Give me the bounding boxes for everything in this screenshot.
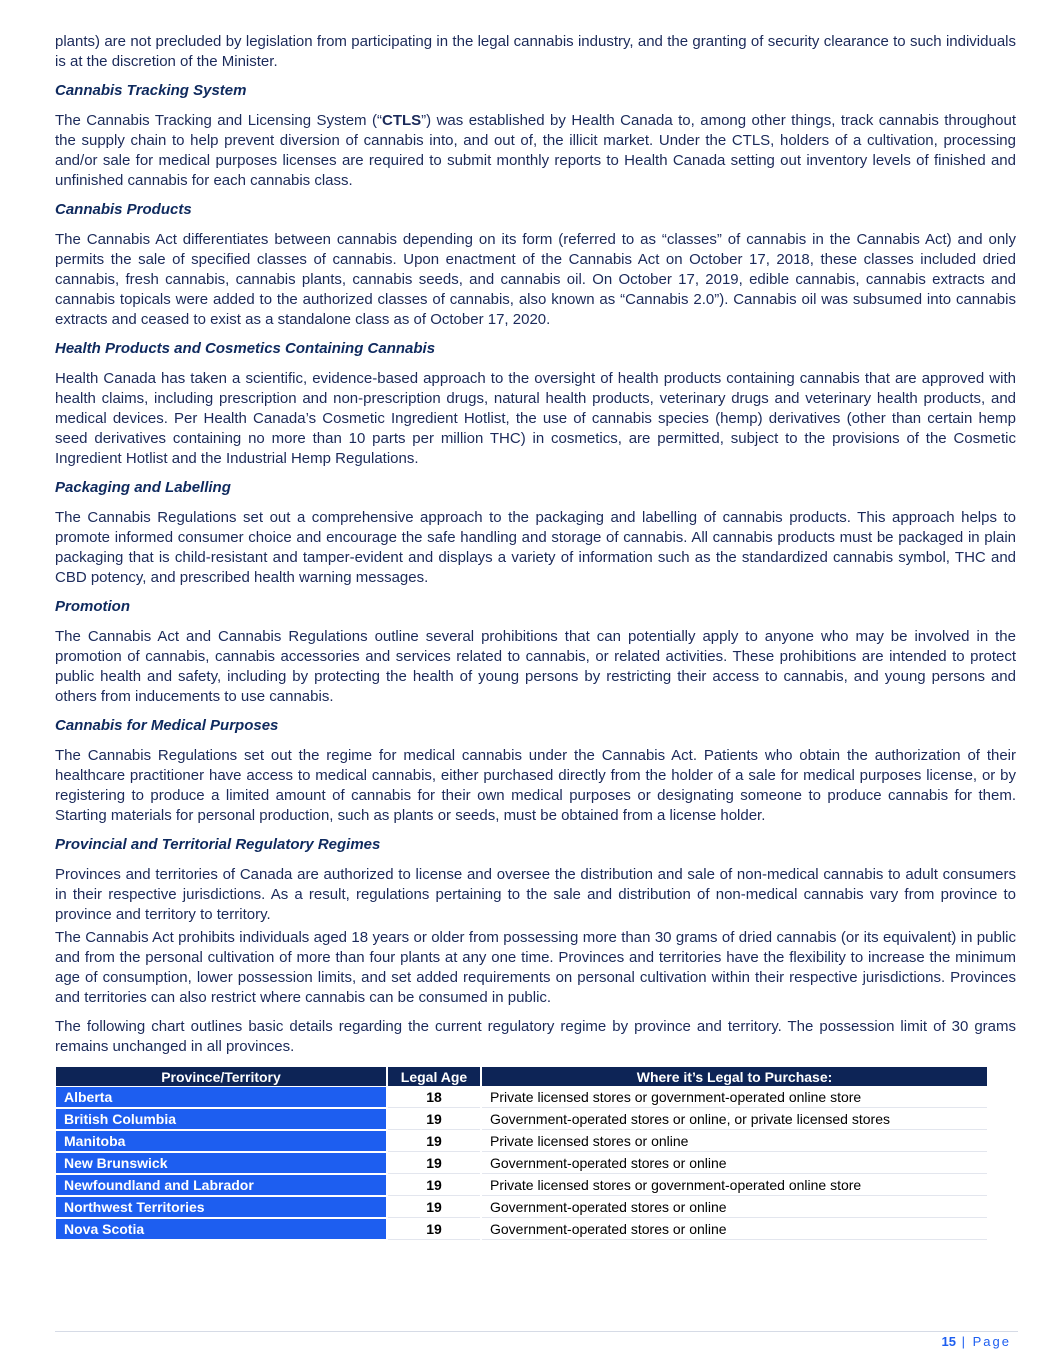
table-row (56, 1197, 987, 1218)
tracking-heading: Cannabis Tracking System (55, 82, 247, 99)
table-row (56, 1153, 987, 1174)
header-where-to-purchase: Where it’s Legal to Purchase: (482, 1067, 987, 1086)
province-cell: Northwest Territories (56, 1197, 386, 1218)
age-cell: 19 (388, 1219, 480, 1240)
age-cell: 18 (388, 1087, 480, 1108)
purchase-cell: Private licensed stores or online (482, 1131, 987, 1152)
products-paragraph: The Cannabis Act differentiates between cannabis depending on its form (referred to as “classes” of cannabis in the Cannabis Act) and only permits the sale of specified classes of cannabis. Upon enactment of the Cannabis Act on October 17, 2018, these classes included dried cannabis, fresh cannabis, cannabis plants, cannabis seeds, and cannabis oil. On October 17, 2019, edible cannabis, cannabis extracts and cannabis topicals were added to the authorized classes of cannabis, also known as “Cannabis 2.0”). Cannabis oil was subsumed into cannabis extracts and ceased to exist as a standalone class as of October 17, 2020. (55, 231, 1016, 328)
age-cell: 19 (388, 1131, 480, 1152)
packaging-paragraph: The Cannabis Regulations set out a comprehensive approach to the packaging and labelling of cannabis products. This approach helps to promote informed consumer choice and encourage the safe handling and storage of cannabis. All cannabis products must be packaged in plain packaging that is child-resistant and tamper-evident and displays a variety of information such as the standardized cannabis symbol, THC and CBD potency, and prescribed health warning messages. (55, 509, 1016, 586)
province-cell: Alberta (56, 1087, 386, 1108)
health-heading: Health Products and Cosmetics Containing Cannabis (55, 340, 436, 357)
medical-heading: Cannabis for Medical Purposes (55, 717, 279, 734)
table-row (56, 1087, 987, 1108)
products-heading: Cannabis Products (55, 201, 192, 218)
footer-separator: | (956, 1334, 973, 1349)
document-page (55, 32, 1016, 1241)
purchase-cell: Government-operated stores or online (482, 1197, 987, 1218)
header-legal-age: Legal Age (388, 1067, 480, 1086)
tracking-paragraph: The Cannabis Tracking and Licensing System (“CTLS”) was established by Health Canada to, among other things, track cannabis throughout the supply chain to help prevent diversion of cannabis into, and out of, the illicit market. Under the CTLS, holders of a cultivation, processing and/or sale for medical purposes licenses are required to submit monthly reports to Health Canada setting out inventory levels of finished and unfinished cannabis for each cannabis class. (55, 112, 1016, 189)
provincial-paragraph-2: The Cannabis Act prohibits individuals aged 18 years or older from possessing more than 30 grams of dried cannabis (or its equivalent) in public and from the personal cultivation of more than four plants at any one time. Provinces and territories have the flexibility to increase the minimum age of consumption, lower possession limits, and set added requirements on personal cultivation within their respective jurisdictions. Provinces and territories can also restrict where cannabis can be consumed in public. (55, 929, 1016, 1006)
regime-table (54, 1066, 989, 1241)
purchase-cell: Government-operated stores or online (482, 1153, 987, 1174)
table-row (56, 1175, 987, 1196)
province-cell: New Brunswick (56, 1153, 386, 1174)
age-cell: 19 (388, 1109, 480, 1130)
promotion-heading: Promotion (55, 598, 130, 615)
provincial-heading: Provincial and Territorial Regulatory Regimes (55, 836, 381, 853)
province-cell: Nova Scotia (56, 1219, 386, 1240)
page-footer (942, 1334, 1011, 1349)
purchase-cell: Government-operated stores or online (482, 1219, 987, 1240)
footer-divider (55, 1331, 1018, 1332)
table-header-row (56, 1067, 987, 1086)
purchase-cell: Private licensed stores or government-operated online store (482, 1175, 987, 1196)
purchase-cell: Government-operated stores or online, or private licensed stores (482, 1109, 987, 1130)
age-cell: 19 (388, 1175, 480, 1196)
page-number: 15 (941, 1334, 957, 1349)
province-cell: Manitoba (56, 1131, 386, 1152)
promotion-paragraph: The Cannabis Act and Cannabis Regulations outline several prohibitions that can potentially apply to anyone who may be involved in the promotion of cannabis, cannabis accessories and services related to cannabis, or related activities. These prohibitions are intended to protect public health and safety, including by protecting the health of young persons by restricting their access to cannabis, and young persons and others from inducements to use cannabis. (55, 628, 1016, 705)
provincial-paragraph-1: Provinces and territories of Canada are authorized to license and oversee the distribution and sale of non-medical cannabis to adult consumers in their respective jurisdictions. As a result, regulations pertaining to the sale and distribution of non-medical cannabis vary from province to province and territory to territory. (55, 866, 1016, 923)
intro-paragraph: plants) are not precluded by legislation from participating in the legal cannabis industry, and the granting of security clearance to such individuals is at the discretion of the Minister. (55, 33, 1016, 70)
header-province: Province/Territory (56, 1067, 386, 1086)
table-row (56, 1131, 987, 1152)
packaging-heading: Packaging and Labelling (55, 479, 231, 496)
age-cell: 19 (388, 1153, 480, 1174)
table-row (56, 1219, 987, 1240)
province-cell: Newfoundland and Labrador (56, 1175, 386, 1196)
provincial-paragraph-3: The following chart outlines basic details regarding the current regulatory regime by province and territory. The possession limit of 30 grams remains unchanged in all provinces. (55, 1018, 1016, 1055)
medical-paragraph: The Cannabis Regulations set out the regime for medical cannabis under the Cannabis Act. Patients who obtain the authorization of their healthcare practitioner have access to medical cannabis, either purchased directly from the holder of a sale for medical purposes license, or by registering to produce a limited amount of cannabis for their own medical purposes or designating someone to produce cannabis for them. Starting materials for personal production, such as plants or seeds, must be obtained from a license holder. (55, 747, 1016, 824)
health-paragraph: Health Canada has taken a scientific, evidence-based approach to the oversight of health products containing cannabis that are approved with health claims, including prescription and non-prescription drugs, natural health products, veterinary drugs and veterinary health products, and medical devices. Per Health Canada’s Cosmetic Ingredient Hotlist, the use of cannabis species (hemp) derivatives (other than certain hemp seed derivatives containing no more than 10 parts per million THC) in cosmetics, are permitted, subject to the provisions of the Cosmetic Ingredient Hotlist and the Industrial Hemp Regulations. (55, 370, 1016, 467)
age-cell: 19 (388, 1197, 480, 1218)
page-label: Page (972, 1334, 1011, 1349)
province-cell: British Columbia (56, 1109, 386, 1130)
purchase-cell: Private licensed stores or government-operated online store (482, 1087, 987, 1108)
table-row (56, 1109, 987, 1130)
